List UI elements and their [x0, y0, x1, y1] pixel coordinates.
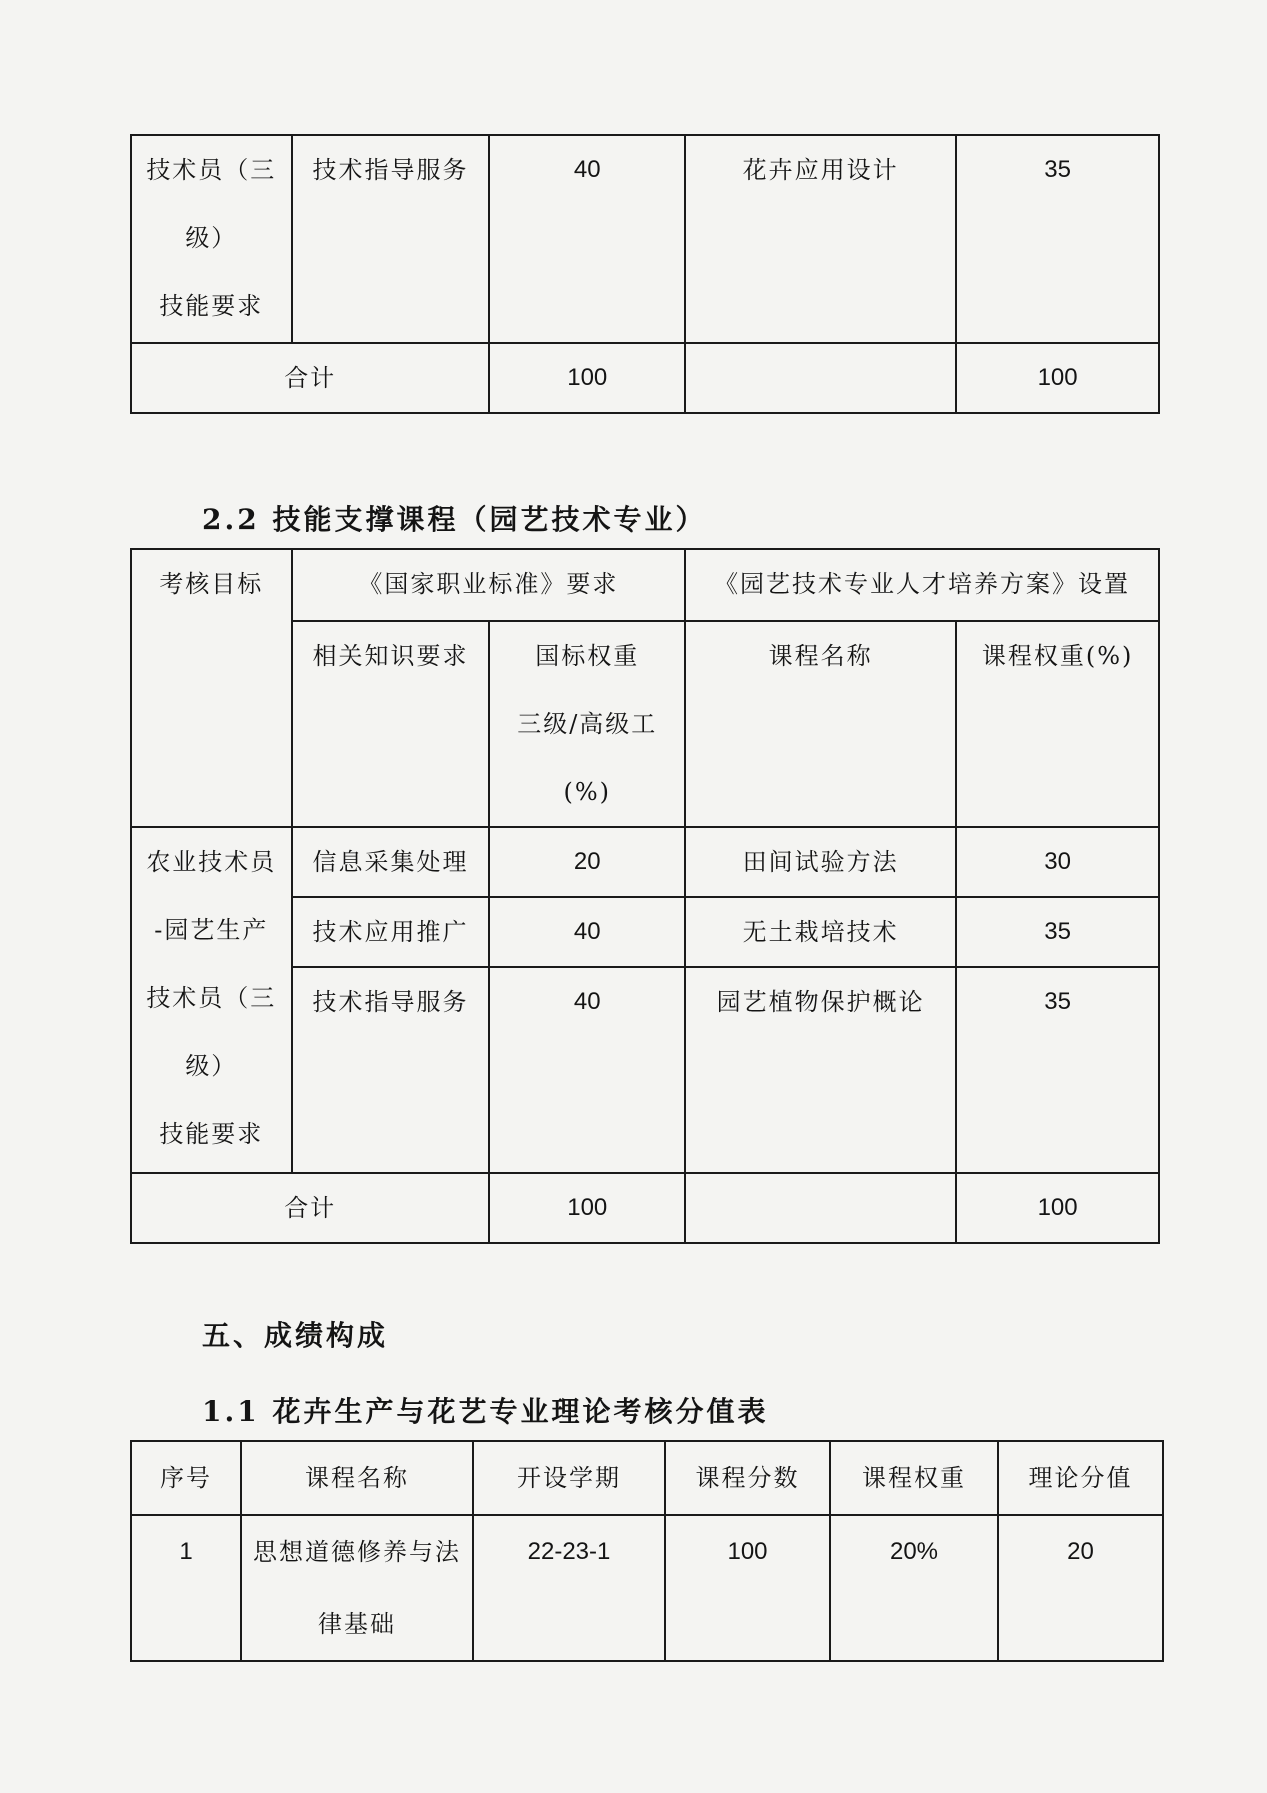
header-theory: 理论分值 — [998, 1441, 1163, 1515]
term-cell: 22-23-1 — [473, 1515, 665, 1661]
header-row — [131, 549, 1159, 621]
std-weight-cell: 40 — [489, 897, 685, 967]
target-line: 技能要求 — [159, 1120, 264, 1148]
course-weight-cell: 35 — [956, 967, 1159, 1173]
std-weight-cell: 40 — [489, 967, 685, 1173]
section-1-1-heading: 1.1 花卉生产与花艺专业理论考核分值表 — [202, 1395, 769, 1428]
course-cell — [241, 1515, 473, 1661]
table-row — [131, 1515, 1163, 1661]
weight-cell: 20% — [830, 1515, 998, 1661]
theory-score-table — [130, 1440, 1164, 1662]
header-score: 课程分数 — [665, 1441, 830, 1515]
header-knowledge: 相关知识要求 — [292, 621, 490, 827]
header-target: 考核目标 — [131, 549, 292, 827]
course-cell: 田间试验方法 — [685, 827, 956, 897]
total-row — [131, 1173, 1159, 1243]
assessment-target-cell — [131, 827, 292, 1173]
header-row — [131, 1441, 1163, 1515]
target-line: 技能要求 — [159, 292, 264, 320]
total-std-weight: 100 — [489, 343, 685, 413]
table-row — [131, 827, 1159, 897]
header-course-name: 课程名称 — [685, 621, 956, 827]
course-weight-cell: 35 — [956, 897, 1159, 967]
total-row — [131, 343, 1159, 413]
target-line: -园艺生产 — [154, 916, 269, 944]
course-weight-cell: 30 — [956, 827, 1159, 897]
std-weight-cell: 40 — [489, 135, 685, 343]
header-course-weight: 课程权重(%) — [956, 621, 1159, 827]
requirement-cell: 技术指导服务 — [292, 967, 490, 1173]
header-std-weight — [489, 621, 685, 827]
target-line: 农业技术员 — [146, 848, 277, 876]
table-row — [131, 135, 1159, 343]
header-line: (%) — [563, 778, 612, 806]
target-line: 技术员（三 — [146, 984, 277, 1012]
course-cell: 花卉应用设计 — [685, 135, 956, 343]
total-course — [685, 343, 956, 413]
assessment-target-cell — [131, 135, 292, 343]
total-std-weight: 100 — [489, 1173, 685, 1243]
course-line: 思想道德修养与法 — [253, 1538, 461, 1566]
requirement-cell: 技术指导服务 — [292, 135, 490, 343]
total-label: 合计 — [131, 343, 489, 413]
total-course-weight: 100 — [956, 343, 1159, 413]
section-2-2-heading: 2.2 技能支撑课程（园艺技术专业） — [202, 503, 707, 536]
total-course-weight: 100 — [956, 1173, 1159, 1243]
requirement-cell: 技术应用推广 — [292, 897, 490, 967]
header-line: 三级/高级工 — [517, 710, 658, 738]
section-5-heading: 五、成绩构成 — [202, 1319, 389, 1352]
course-weight-cell: 35 — [956, 135, 1159, 343]
header-line: 国标权重 — [535, 642, 640, 670]
requirement-cell: 信息采集处理 — [292, 827, 490, 897]
target-line: 级） — [185, 1052, 238, 1080]
header-program-setting: 《园艺技术专业人才培养方案》设置 — [685, 549, 1159, 621]
header-no: 序号 — [131, 1441, 241, 1515]
target-line: 技术员（三 — [146, 156, 277, 184]
row-no-cell: 1 — [131, 1515, 241, 1661]
header-weight: 课程权重 — [830, 1441, 998, 1515]
skills-table-continued — [130, 134, 1160, 414]
score-cell: 100 — [665, 1515, 830, 1661]
course-line: 律基础 — [318, 1610, 396, 1638]
course-cell: 园艺植物保护概论 — [685, 967, 956, 1173]
header-term: 开设学期 — [473, 1441, 665, 1515]
theory-cell: 20 — [998, 1515, 1163, 1661]
total-label: 合计 — [131, 1173, 489, 1243]
std-weight-cell: 20 — [489, 827, 685, 897]
total-course — [685, 1173, 956, 1243]
header-national-standard: 《国家职业标准》要求 — [292, 549, 686, 621]
skills-support-table — [130, 548, 1160, 1244]
target-line: 级） — [185, 224, 238, 252]
course-cell: 无土栽培技术 — [685, 897, 956, 967]
header-course-name: 课程名称 — [241, 1441, 473, 1515]
